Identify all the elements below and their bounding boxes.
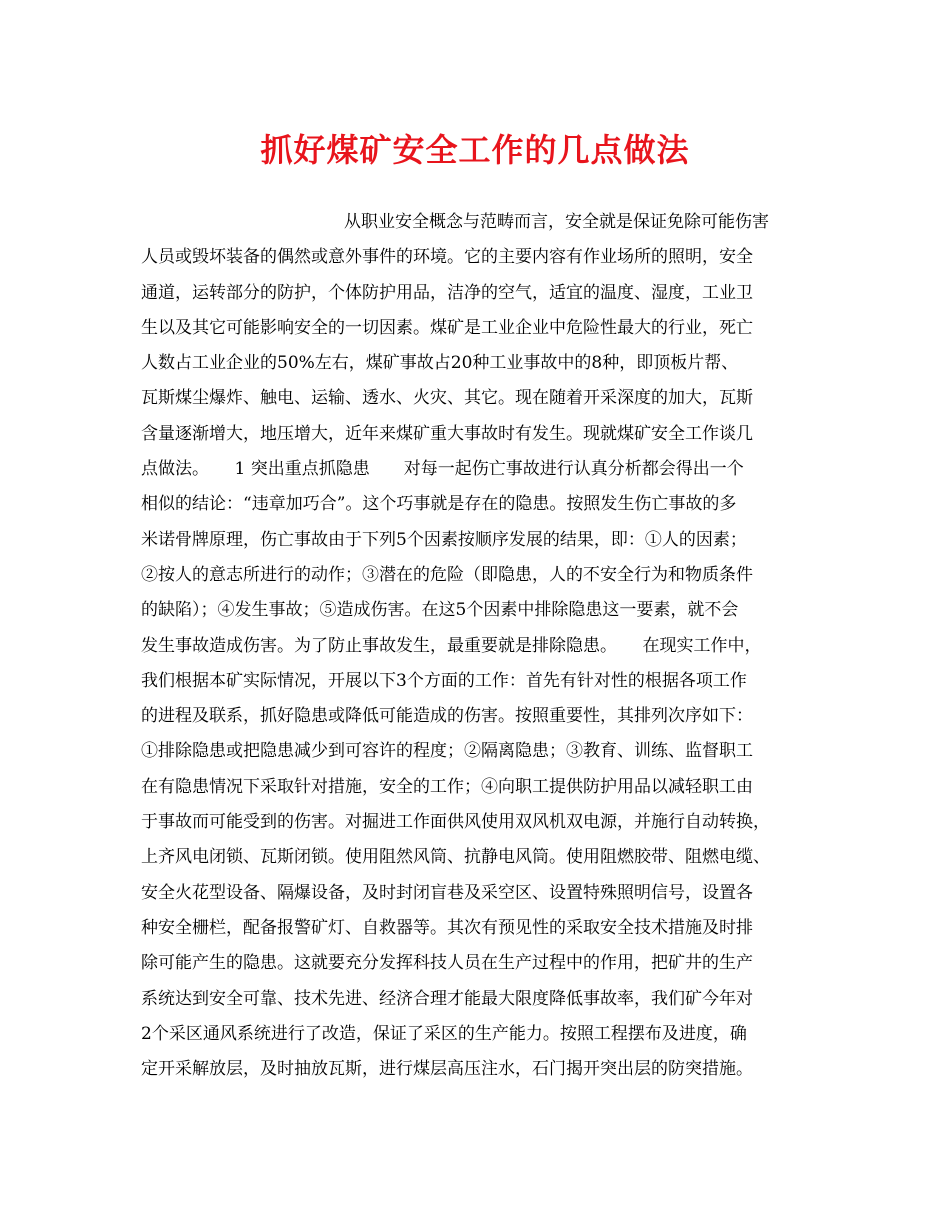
body-line: 的进程及联系，抓好隐患或降低可能造成的伤害。按照重要性，其排列次序如下： — [141, 706, 753, 727]
body-line: 定开采解放层，及时抽放瓦斯，进行煤层高压注水，石门揭开突出层的防突措施。 — [141, 1059, 753, 1080]
body-line: 从职业安全概念与范畴而言，安全就是保证免除可能伤害 — [344, 212, 769, 232]
body-line: 米诺骨牌原理，伤亡事故由于下列5个因素按顺序发展的结果，即：①人的因素； — [141, 529, 747, 550]
body-line: 点做法。 1 突出重点抓隐患 对每一起伤亡事故进行认真分析都会得出一个 — [141, 459, 744, 480]
body-line: 的缺陷）；④发生事故；⑤造成伤害。在这5个因素中排除隐患这一要素，就不会 — [141, 600, 739, 621]
body-line: ②按人的意志所进行的动作；③潜在的危险（即隐患，人的不安全行为和物质条件 — [141, 564, 753, 585]
body-line: 系统达到安全可靠、技术先进、经济合理才能最大限度降低事故率，我们矿今年对 — [141, 988, 753, 1009]
body-line: 含量逐渐增大，地压增大，近年来煤矿重大事故时有发生。现就煤矿安全工作谈几 — [141, 423, 753, 444]
body-text — [141, 205, 826, 1087]
body-line: 人员或毁坏装备的偶然或意外事件的环境。它的主要内容有作业场所的照明，安全 — [141, 247, 753, 268]
body-line: 我们根据本矿实际情况，开展以下3个方面的工作：首先有针对性的根据各项工作 — [141, 670, 747, 691]
body-line: 通道，运转部分的防护，个体防护用品，洁净的空气，适宜的温度、湿度，工业卫 — [141, 282, 753, 303]
body-line: ①排除隐患或把隐患减少到可容许的程度；②隔离隐患；③教育、训练、监督职工 — [141, 741, 753, 762]
body-line: 相似的结论：“违章加巧合”。这个巧事就是存在的隐患。按照发生伤亡事故的多 — [141, 494, 737, 515]
body-line: 在有隐患情况下采取针对措施，安全的工作；④向职工提供防护用品以减轻职工由 — [141, 776, 753, 797]
body-line: 除可能产生的隐患。这就要充分发挥科技人员在生产过程中的作用，把矿井的生产 — [141, 953, 753, 974]
body-line: 种安全栅栏，配备报警矿灯、自救器等。其次有预见性的采取安全技术措施及时排 — [141, 917, 753, 938]
body-line: 2个采区通风系统进行了改造，保证了采区的生产能力。按照工程摆布及进度，确 — [141, 1023, 747, 1044]
body-line: 人数占工业企业的50%左右，煤矿事故占20种工业事故中的8种，即顶板片帮、 — [141, 353, 739, 374]
body-line: 生以及其它可能影响安全的一切因素。煤矿是工业企业中危险性最大的行业，死亡 — [141, 317, 753, 338]
body-line: 于事故而可能受到的伤害。对掘进工作面供风使用双风机双电源，并施行自动转换， — [141, 812, 770, 833]
body-line: 发生事故造成伤害。为了防止事故发生，最重要就是排除隐患。 在现实工作中， — [141, 635, 762, 656]
document-title: 抓好煤矿安全工作的几点做法 — [260, 131, 690, 169]
body-line: 瓦斯煤尘爆炸、触电、运输、透水、火灾、其它。现在随着开采深度的加大，瓦斯 — [141, 388, 753, 409]
body-line: 上齐风电闭锁、瓦斯闭锁。使用阻然风筒、抗静电风筒。使用阻燃胶带、阻燃电缆、 — [141, 847, 770, 868]
body-line: 安全火花型设备、隔爆设备，及时封闭盲巷及采空区、设置特殊照明信号，设置各 — [141, 882, 753, 903]
